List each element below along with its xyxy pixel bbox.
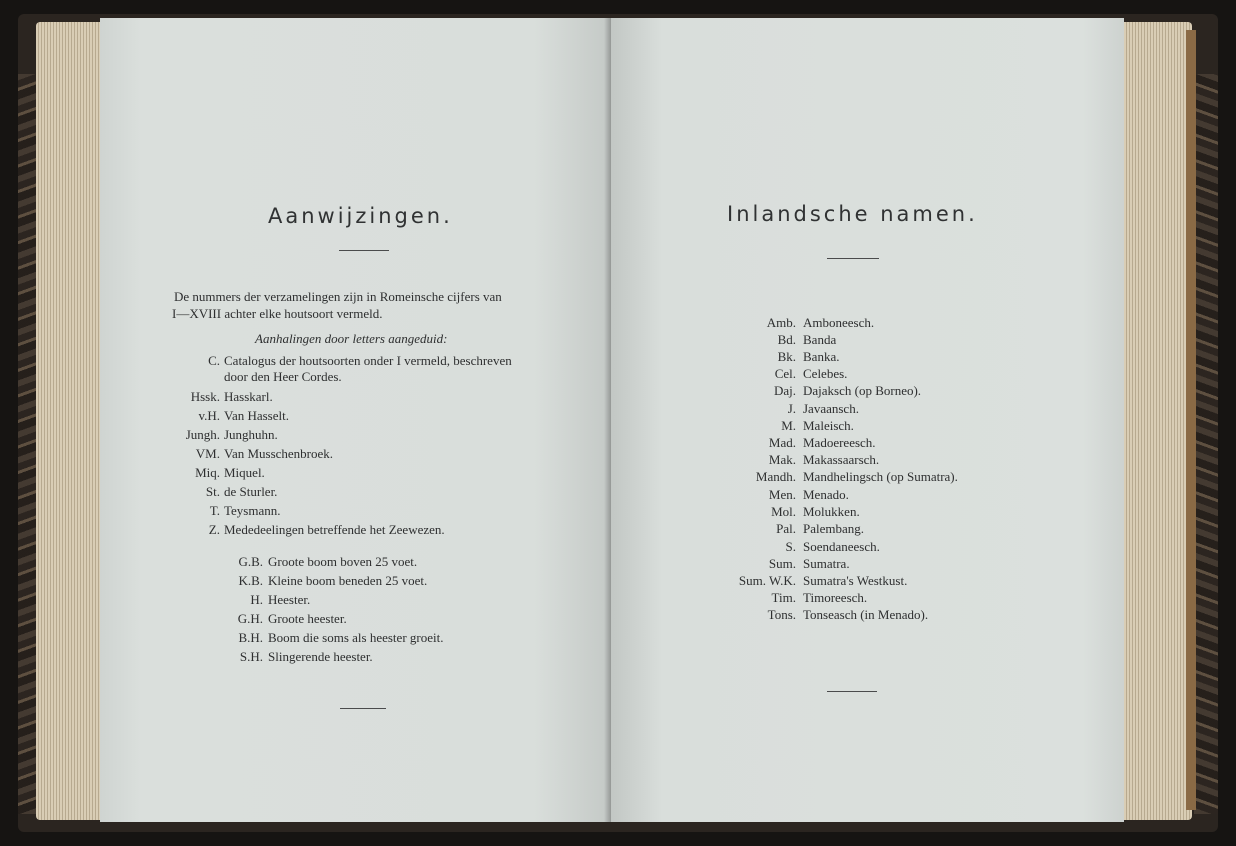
citation-abbr: T.	[209, 503, 220, 518]
name-abbr: Amb.	[766, 315, 796, 330]
left-page-title: Aanwijzingen.	[268, 204, 453, 228]
size-abbr: G.H.	[237, 611, 263, 626]
citation-text: de Sturler.	[224, 484, 278, 499]
citation-abbr: St.	[205, 484, 220, 499]
name-text: Palembang.	[803, 521, 865, 536]
closing-rule	[340, 708, 386, 709]
size-abbr: S.H.	[239, 649, 263, 664]
left-page	[100, 18, 611, 822]
size-text: Groote boom boven 25 voet.	[268, 554, 418, 569]
citation-text: Van Hasselt.	[224, 408, 289, 423]
size-text: Kleine boom beneden 25 voet.	[268, 573, 428, 588]
size-text: Heester.	[268, 592, 311, 607]
citation-abbr: v.H.	[198, 408, 220, 423]
right-page-title: Inlandsche namen.	[727, 202, 978, 226]
citation-abbr: Hssk.	[190, 389, 220, 404]
intro-line-2: I—XVIII achter elke houtsoort vermeld.	[172, 306, 383, 321]
name-text: Mandhelingsch (op Sumatra).	[803, 469, 958, 484]
name-abbr: Mol.	[771, 504, 796, 519]
name-abbr: Mad.	[768, 435, 796, 450]
cover-spine-right	[1186, 30, 1196, 810]
intro-line-1: De nummers der verzamelingen zijn in Romeinsche cijfers van	[174, 289, 502, 304]
name-text: Sumatra's Westkust.	[803, 573, 908, 588]
name-text: Maleisch.	[803, 418, 854, 433]
name-abbr: Bk.	[777, 349, 796, 364]
name-text: Menado.	[803, 487, 849, 502]
name-text: Sumatra.	[803, 556, 850, 571]
citation-abbr: C.	[208, 353, 220, 368]
name-abbr: Pal.	[776, 521, 796, 536]
right-page	[611, 18, 1124, 822]
name-abbr: Tons.	[767, 607, 796, 622]
name-abbr: Sum. W.K.	[738, 573, 796, 588]
size-abbr: G.B.	[238, 554, 263, 569]
citation-text: Catalogus der houtsoorten onder I vermeld, beschreven	[224, 353, 512, 368]
citation-text-cont: door den Heer Cordes.	[224, 369, 342, 384]
closing-rule	[827, 691, 877, 692]
name-abbr: Tim.	[771, 590, 796, 605]
citation-text: Junghuhn.	[224, 427, 278, 442]
marbled-cover-right	[1194, 74, 1218, 814]
name-text: Madoereesch.	[803, 435, 876, 450]
name-text: Banda	[803, 332, 837, 347]
name-text: Soendaneesch.	[803, 539, 880, 554]
citation-text: Van Musschenbroek.	[224, 446, 334, 461]
size-text: Slingerende heester.	[268, 649, 373, 664]
citation-abbr: VM.	[195, 446, 220, 461]
size-text: Groote heester.	[268, 611, 347, 626]
name-text: Makassaarsch.	[803, 452, 880, 467]
name-abbr: J.	[787, 401, 796, 416]
name-abbr: Sum.	[768, 556, 796, 571]
name-abbr: Cel.	[774, 366, 796, 381]
size-abbr: H.	[250, 592, 263, 607]
name-abbr: Bd.	[777, 332, 796, 347]
name-text: Timoreesch.	[803, 590, 868, 605]
citation-text: Hasskarl.	[224, 389, 273, 404]
name-text: Dajaksch (op Borneo).	[803, 383, 922, 398]
title-rule	[339, 250, 389, 251]
name-abbr: Daj.	[773, 383, 796, 398]
name-text: Amboneesch.	[803, 315, 875, 330]
name-abbr: M.	[781, 418, 796, 433]
size-text: Boom die soms als heester groeit.	[268, 630, 444, 645]
citation-abbr: Jungh.	[185, 427, 220, 442]
page-edges-left	[36, 22, 106, 820]
name-abbr: Men.	[768, 487, 796, 502]
citation-abbr: Miq.	[195, 465, 220, 480]
citation-text: Miquel.	[224, 465, 265, 480]
citations-subheading: Aanhalingen door letters aangeduid:	[255, 331, 448, 346]
citation-text: Mededeelingen betreffende het Zeewezen.	[224, 522, 445, 537]
name-abbr: S.	[785, 539, 796, 554]
name-abbr: Mak.	[768, 452, 796, 467]
size-abbr: B.H.	[238, 630, 263, 645]
name-text: Celebes.	[803, 366, 848, 381]
page-edges-right	[1120, 22, 1192, 820]
size-abbr: K.B.	[238, 573, 263, 588]
title-rule	[827, 258, 879, 259]
name-text: Tonseasch (in Menado).	[803, 607, 929, 622]
name-text: Molukken.	[803, 504, 860, 519]
citation-text: Teysmann.	[224, 503, 281, 518]
citation-abbr: Z.	[208, 522, 220, 537]
name-abbr: Mandh.	[755, 469, 796, 484]
name-text: Javaansch.	[803, 401, 859, 416]
name-text: Banka.	[803, 349, 840, 364]
